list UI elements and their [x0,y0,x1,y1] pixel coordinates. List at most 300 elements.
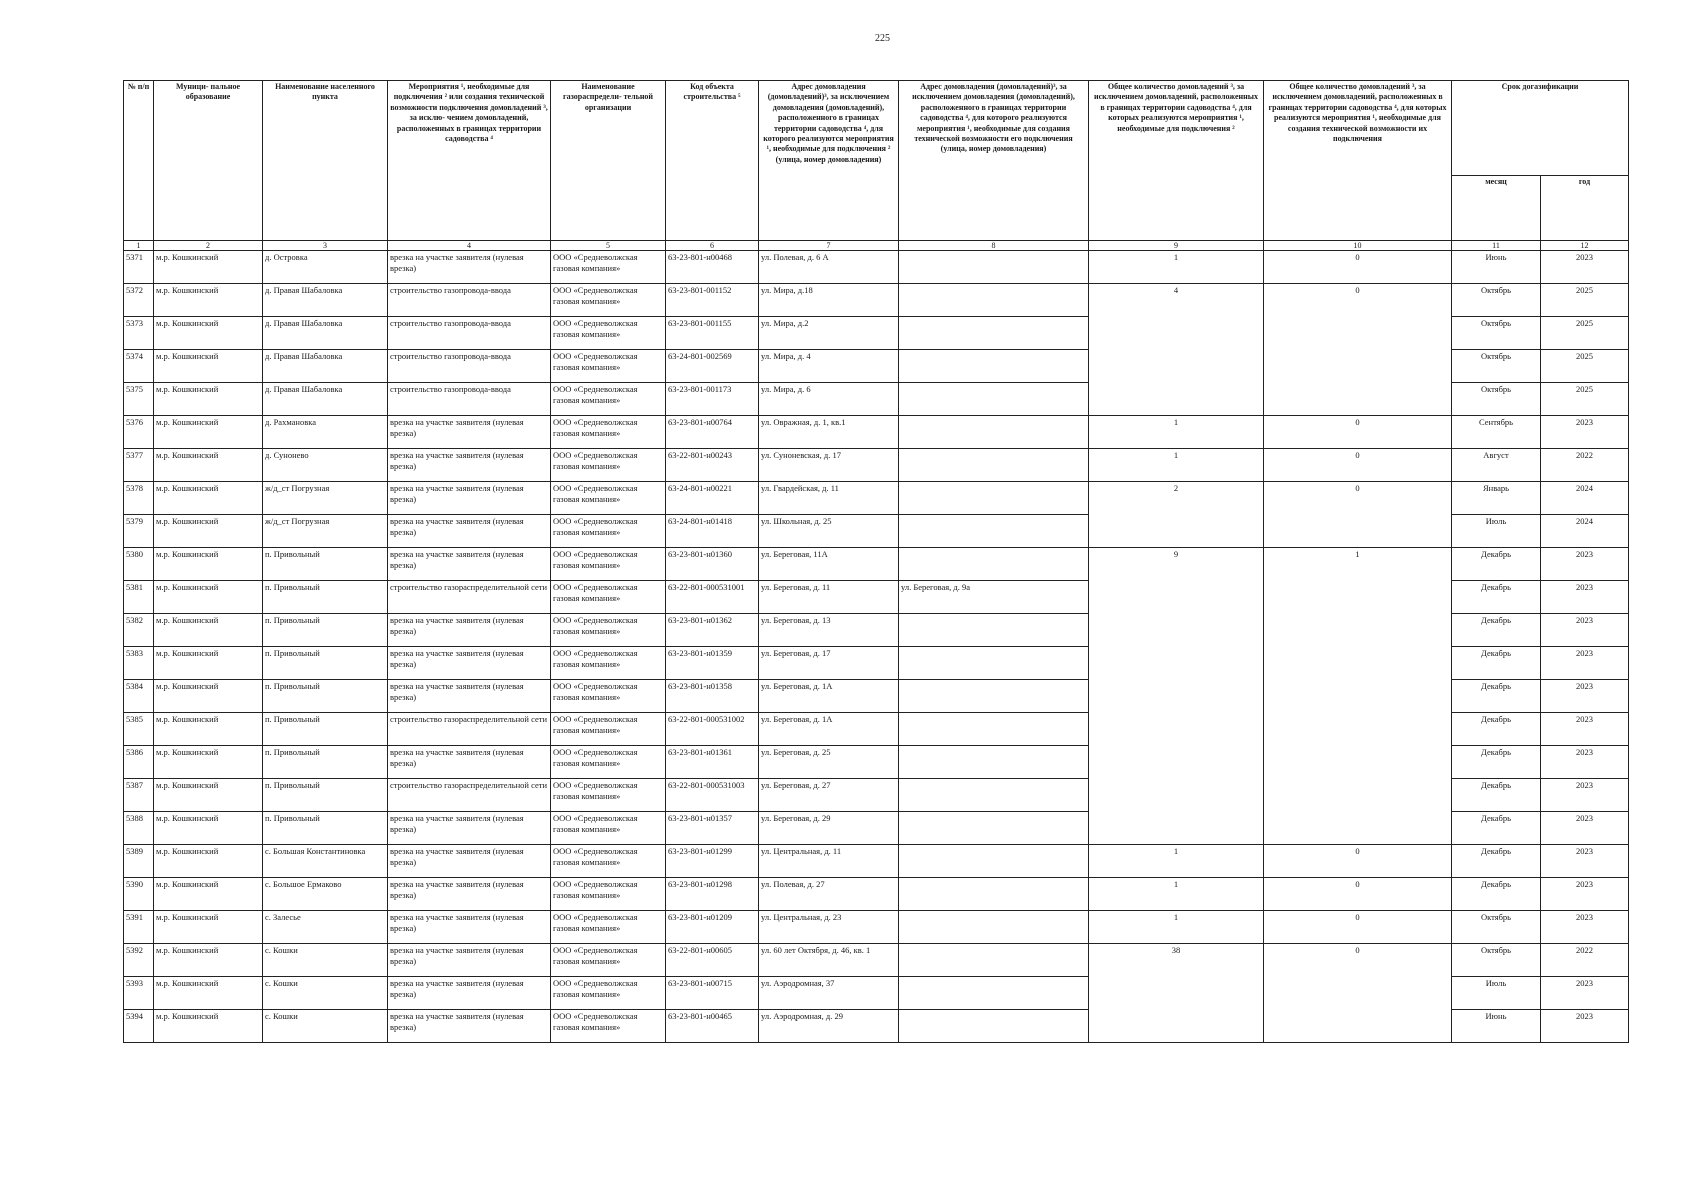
cell-object-code: 63-23-801-н01357 [666,812,759,845]
table-row [124,383,1629,416]
cell-address: ул. 60 лет Октября, д. 46, кв. 1 [759,944,899,977]
cell-measure: врезка на участке заявителя (нулевая врезка) [388,845,551,878]
cell-address-tech [899,482,1089,515]
row-number: 5393 [124,977,154,1010]
cell-count-tech: 0 [1264,911,1452,944]
cell-measure: врезка на участке заявителя (нулевая врезка) [388,812,551,845]
gasification-table [123,80,1629,1043]
cell-count-tech: 0 [1264,416,1452,449]
cell-year: 2023 [1541,911,1629,944]
cell-count-tech [1264,746,1452,779]
cell-count-connect [1089,317,1264,350]
cell-count-connect: 38 [1089,944,1264,977]
cell-year: 2023 [1541,845,1629,878]
cell-year: 2023 [1541,779,1629,812]
cell-address: ул. Центральная, д. 11 [759,845,899,878]
cell-settlement: д. Правая Шабаловка [263,383,388,416]
cell-measure: врезка на участке заявителя (нулевая врезка) [388,482,551,515]
cell-address: ул. Школьная, д. 25 [759,515,899,548]
cell-count-tech [1264,350,1452,383]
cell-gdo: ООО «Средневолжская газовая компания» [551,350,666,383]
cell-municipality: м.р. Кошкинский [154,944,263,977]
cell-month: Декабрь [1452,746,1541,779]
cell-year: 2023 [1541,746,1629,779]
cell-settlement: д. Сунонево [263,449,388,482]
cell-count-tech: 0 [1264,482,1452,515]
table-row [124,416,1629,449]
cell-gdo: ООО «Средневолжская газовая компания» [551,680,666,713]
cell-gdo: ООО «Средневолжская газовая компания» [551,977,666,1010]
cell-measure: врезка на участке заявителя (нулевая врезка) [388,251,551,284]
cell-municipality: м.р. Кошкинский [154,911,263,944]
cell-object-code: 63-22-801-н00243 [666,449,759,482]
column-number: 11 [1452,241,1541,251]
cell-object-code: 63-23-801-001173 [666,383,759,416]
cell-municipality: м.р. Кошкинский [154,482,263,515]
cell-municipality: м.р. Кошкинский [154,614,263,647]
cell-settlement: п. Привольный [263,779,388,812]
row-number: 5389 [124,845,154,878]
cell-address: ул. Береговая, д. 1А [759,713,899,746]
cell-object-code: 63-23-801-001152 [666,284,759,317]
column-number: 12 [1541,241,1629,251]
cell-year: 2022 [1541,449,1629,482]
cell-month: Декабрь [1452,581,1541,614]
cell-measure: строительство газопровода-ввода [388,317,551,350]
cell-count-connect [1089,812,1264,845]
column-number: 8 [899,241,1089,251]
cell-address-tech [899,944,1089,977]
cell-year: 2022 [1541,944,1629,977]
column-number: 4 [388,241,551,251]
cell-gdo: ООО «Средневолжская газовая компания» [551,1010,666,1043]
cell-month: Октябрь [1452,911,1541,944]
cell-count-connect: 2 [1089,482,1264,515]
cell-year: 2023 [1541,878,1629,911]
row-number: 5379 [124,515,154,548]
cell-count-tech [1264,383,1452,416]
cell-address: ул. Аэродромная, д. 29 [759,1010,899,1043]
cell-measure: строительство газораспределительной сети [388,713,551,746]
cell-object-code: 63-23-801-н00764 [666,416,759,449]
cell-municipality: м.р. Кошкинский [154,647,263,680]
cell-municipality: м.р. Кошкинский [154,284,263,317]
cell-address-tech [899,713,1089,746]
row-number: 5386 [124,746,154,779]
cell-object-code: 63-23-801-н01359 [666,647,759,680]
cell-measure: врезка на участке заявителя (нулевая врезка) [388,878,551,911]
cell-year: 2023 [1541,680,1629,713]
row-number: 5394 [124,1010,154,1043]
cell-count-tech [1264,1010,1452,1043]
table-row [124,812,1629,845]
cell-municipality: м.р. Кошкинский [154,812,263,845]
table-row [124,944,1629,977]
cell-month: Декабрь [1452,779,1541,812]
cell-address: ул. Береговая, 11А [759,548,899,581]
cell-measure: врезка на участке заявителя (нулевая врезка) [388,416,551,449]
cell-address: ул. Мира, д. 6 [759,383,899,416]
cell-address-tech [899,911,1089,944]
cell-count-tech: 0 [1264,449,1452,482]
table-row [124,251,1629,284]
cell-count-connect [1089,383,1264,416]
cell-measure: врезка на участке заявителя (нулевая врезка) [388,647,551,680]
cell-address-tech [899,977,1089,1010]
header-object-code: Код объекта строительства ⁵ [666,81,759,241]
cell-municipality: м.р. Кошкинский [154,548,263,581]
table-row [124,614,1629,647]
cell-gdo: ООО «Средневолжская газовая компания» [551,779,666,812]
cell-municipality: м.р. Кошкинский [154,713,263,746]
table-row [124,1010,1629,1043]
cell-count-connect [1089,350,1264,383]
cell-address-tech [899,779,1089,812]
cell-address: ул. Центральная, д. 23 [759,911,899,944]
table-body [124,251,1629,1043]
table-row [124,713,1629,746]
cell-municipality: м.р. Кошкинский [154,680,263,713]
cell-year: 2023 [1541,977,1629,1010]
cell-address: ул. Мира, д.2 [759,317,899,350]
cell-object-code: 63-23-801-н01362 [666,614,759,647]
cell-gdo: ООО «Средневолжская газовая компания» [551,317,666,350]
cell-month: Декабрь [1452,812,1541,845]
cell-measure: врезка на участке заявителя (нулевая врезка) [388,944,551,977]
header-deadline: Срок догазификации [1452,81,1629,176]
header-row [124,81,1629,176]
cell-measure: врезка на участке заявителя (нулевая врезка) [388,977,551,1010]
cell-settlement: п. Привольный [263,812,388,845]
cell-settlement: д. Правая Шабаловка [263,350,388,383]
cell-address-tech [899,284,1089,317]
cell-address: ул. Полевая, д. 27 [759,878,899,911]
cell-address-tech [899,812,1089,845]
cell-object-code: 63-22-801-000531002 [666,713,759,746]
cell-object-code: 63-23-801-н01358 [666,680,759,713]
cell-municipality: м.р. Кошкинский [154,1010,263,1043]
cell-settlement: д. Правая Шабаловка [263,317,388,350]
row-number: 5377 [124,449,154,482]
cell-year: 2024 [1541,515,1629,548]
cell-month: Декабрь [1452,845,1541,878]
cell-address: ул. Суноневская, д. 17 [759,449,899,482]
cell-address: ул. Овражная, д. 1, кв.1 [759,416,899,449]
cell-count-tech: 0 [1264,845,1452,878]
cell-month: Январь [1452,482,1541,515]
cell-address-tech [899,680,1089,713]
cell-address: ул. Мира, д.18 [759,284,899,317]
row-number: 5381 [124,581,154,614]
cell-gdo: ООО «Средневолжская газовая компания» [551,482,666,515]
cell-count-connect: 1 [1089,251,1264,284]
cell-count-tech [1264,515,1452,548]
cell-settlement: с. Кошки [263,977,388,1010]
cell-measure: строительство газораспределительной сети [388,779,551,812]
cell-municipality: м.р. Кошкинский [154,845,263,878]
row-number: 5390 [124,878,154,911]
cell-year: 2025 [1541,383,1629,416]
header-address: Адрес домовладения (домовладений)³, за исключением домовладения (домовладений), расположенного в границах территории садоводства ⁴, для которого реализуются мероприятия ¹, необходимые для подключения ² (улица, номер домовладения) [759,81,899,241]
cell-address-tech: ул. Береговая, д. 9а [899,581,1089,614]
cell-address-tech [899,350,1089,383]
cell-month: Декабрь [1452,878,1541,911]
cell-month: Июнь [1452,251,1541,284]
row-number: 5378 [124,482,154,515]
cell-measure: врезка на участке заявителя (нулевая врезка) [388,746,551,779]
table-row [124,350,1629,383]
cell-object-code: 63-24-801-002569 [666,350,759,383]
cell-address-tech [899,449,1089,482]
cell-measure: строительство газораспределительной сети [388,581,551,614]
cell-count-connect: 1 [1089,911,1264,944]
cell-count-tech: 0 [1264,284,1452,317]
cell-gdo: ООО «Средневолжская газовая компания» [551,284,666,317]
cell-month: Октябрь [1452,383,1541,416]
cell-measure: врезка на участке заявителя (нулевая врезка) [388,449,551,482]
cell-object-code: 63-24-801-н00221 [666,482,759,515]
table-row [124,746,1629,779]
cell-gdo: ООО «Средневолжская газовая компания» [551,812,666,845]
column-number: 2 [154,241,263,251]
cell-address: ул. Береговая, д. 11 [759,581,899,614]
cell-count-connect [1089,581,1264,614]
cell-address-tech [899,614,1089,647]
cell-gdo: ООО «Средневолжская газовая компания» [551,581,666,614]
cell-address-tech [899,251,1089,284]
cell-count-tech [1264,779,1452,812]
cell-month: Июль [1452,977,1541,1010]
row-number: 5372 [124,284,154,317]
cell-gdo: ООО «Средневолжская газовая компания» [551,746,666,779]
row-number: 5385 [124,713,154,746]
cell-address: ул. Береговая, д. 1А [759,680,899,713]
column-number: 1 [124,241,154,251]
header-num: № п/п [124,81,154,241]
cell-count-connect: 9 [1089,548,1264,581]
cell-count-connect [1089,680,1264,713]
cell-month: Декабрь [1452,647,1541,680]
cell-municipality: м.р. Кошкинский [154,449,263,482]
cell-gdo: ООО «Средневолжская газовая компания» [551,713,666,746]
cell-count-tech [1264,680,1452,713]
cell-count-connect: 1 [1089,416,1264,449]
cell-address: ул. Береговая, д. 29 [759,812,899,845]
cell-gdo: ООО «Средневолжская газовая компания» [551,383,666,416]
cell-municipality: м.р. Кошкинский [154,581,263,614]
cell-address-tech [899,515,1089,548]
cell-count-connect [1089,713,1264,746]
cell-gdo: ООО «Средневолжская газовая компания» [551,614,666,647]
cell-month: Октябрь [1452,284,1541,317]
table-row [124,845,1629,878]
cell-count-tech [1264,647,1452,680]
cell-gdo: ООО «Средневолжская газовая компания» [551,416,666,449]
cell-object-code: 63-23-801-н01209 [666,911,759,944]
cell-settlement: с. Большое Ермаково [263,878,388,911]
row-number: 5392 [124,944,154,977]
cell-count-connect [1089,1010,1264,1043]
cell-year: 2025 [1541,317,1629,350]
column-number: 10 [1264,241,1452,251]
cell-address: ул. Аэродромная, 37 [759,977,899,1010]
cell-object-code: 63-23-801-н01360 [666,548,759,581]
cell-address: ул. Мира, д. 4 [759,350,899,383]
cell-count-connect: 4 [1089,284,1264,317]
cell-month: Сентябрь [1452,416,1541,449]
table-row [124,779,1629,812]
cell-count-tech: 1 [1264,548,1452,581]
cell-settlement: с. Большая Константиновка [263,845,388,878]
cell-month: Декабрь [1452,614,1541,647]
cell-address-tech [899,878,1089,911]
table-row [124,515,1629,548]
table-row [124,581,1629,614]
cell-municipality: м.р. Кошкинский [154,251,263,284]
row-number: 5384 [124,680,154,713]
cell-object-code: 63-23-801-н00468 [666,251,759,284]
cell-month: Октябрь [1452,317,1541,350]
cell-count-connect [1089,647,1264,680]
cell-year: 2025 [1541,284,1629,317]
cell-address: ул. Береговая, д. 17 [759,647,899,680]
table-row [124,284,1629,317]
cell-object-code: 63-22-801-000531003 [666,779,759,812]
cell-settlement: п. Привольный [263,647,388,680]
cell-year: 2023 [1541,1010,1629,1043]
row-number: 5391 [124,911,154,944]
cell-year: 2023 [1541,251,1629,284]
cell-count-tech [1264,812,1452,845]
cell-measure: врезка на участке заявителя (нулевая врезка) [388,1010,551,1043]
cell-settlement: ж/д_ст Погрузная [263,515,388,548]
cell-gdo: ООО «Средневолжская газовая компания» [551,944,666,977]
row-number: 5374 [124,350,154,383]
cell-year: 2023 [1541,812,1629,845]
cell-month: Декабрь [1452,680,1541,713]
cell-count-tech [1264,581,1452,614]
cell-settlement: п. Привольный [263,713,388,746]
cell-count-tech [1264,317,1452,350]
cell-object-code: 63-22-801-н00605 [666,944,759,977]
cell-year: 2025 [1541,350,1629,383]
cell-object-code: 63-24-801-н01418 [666,515,759,548]
table-row [124,977,1629,1010]
cell-measure: врезка на участке заявителя (нулевая врезка) [388,680,551,713]
cell-address-tech [899,548,1089,581]
cell-settlement: с. Кошки [263,944,388,977]
cell-settlement: д. Островка [263,251,388,284]
cell-count-tech [1264,977,1452,1010]
cell-year: 2024 [1541,482,1629,515]
cell-measure: врезка на участке заявителя (нулевая врезка) [388,548,551,581]
cell-count-connect [1089,977,1264,1010]
page-number: 225 [875,33,890,44]
cell-gdo: ООО «Средневолжская газовая компания» [551,845,666,878]
cell-municipality: м.р. Кошкинский [154,383,263,416]
cell-year: 2023 [1541,713,1629,746]
cell-year: 2023 [1541,548,1629,581]
cell-address-tech [899,845,1089,878]
header-address-tech: Адрес домовладения (домовладений)³, за исключением домовладения (домовладений), расположенного в границах территории садоводства ⁴, для которого реализуются мероприятия ¹, необходимые для создания технической возможности его подключения (улица, номер домовладения) [899,81,1089,241]
cell-month: Декабрь [1452,548,1541,581]
cell-month: Октябрь [1452,944,1541,977]
cell-count-connect: 1 [1089,449,1264,482]
cell-municipality: м.р. Кошкинский [154,317,263,350]
cell-object-code: 63-23-801-н01299 [666,845,759,878]
cell-municipality: м.р. Кошкинский [154,977,263,1010]
cell-municipality: м.р. Кошкинский [154,878,263,911]
cell-count-connect: 1 [1089,878,1264,911]
table-row [124,680,1629,713]
column-number: 3 [263,241,388,251]
cell-measure: строительство газопровода-ввода [388,383,551,416]
cell-address: ул. Береговая, д. 27 [759,779,899,812]
cell-address-tech [899,416,1089,449]
cell-gdo: ООО «Средневолжская газовая компания» [551,251,666,284]
cell-settlement: д. Рахмановка [263,416,388,449]
row-number: 5380 [124,548,154,581]
cell-gdo: ООО «Средневолжская газовая компания» [551,647,666,680]
table-row [124,647,1629,680]
cell-municipality: м.р. Кошкинский [154,350,263,383]
cell-municipality: м.р. Кошкинский [154,515,263,548]
cell-year: 2023 [1541,416,1629,449]
row-number: 5376 [124,416,154,449]
cell-settlement: с. Кошки [263,1010,388,1043]
cell-gdo: ООО «Средневолжская газовая компания» [551,515,666,548]
cell-object-code: 63-23-801-н01298 [666,878,759,911]
cell-object-code: 63-23-801-н00465 [666,1010,759,1043]
cell-address-tech [899,317,1089,350]
header-month: месяц [1452,176,1541,241]
cell-address: ул. Полевая, д. 6 А [759,251,899,284]
header-municipality: Муници- пальное образование [154,81,263,241]
cell-month: Октябрь [1452,350,1541,383]
table-row [124,548,1629,581]
cell-settlement: ж/д_ст Погрузная [263,482,388,515]
cell-address: ул. Береговая, д. 25 [759,746,899,779]
cell-municipality: м.р. Кошкинский [154,779,263,812]
cell-settlement: п. Привольный [263,581,388,614]
cell-month: Август [1452,449,1541,482]
cell-gdo: ООО «Средневолжская газовая компания» [551,548,666,581]
table-row [124,911,1629,944]
column-number: 6 [666,241,759,251]
cell-settlement: п. Привольный [263,548,388,581]
table-row [124,449,1629,482]
header-measures: Мероприятия ¹, необходимые для подключения ² или создания технической возможности подключения домовладений ³, за исклю- чением домовладений, расположенных в границах территории садоводства ⁴ [388,81,551,241]
cell-gdo: ООО «Средневолжская газовая компания» [551,911,666,944]
row-number: 5388 [124,812,154,845]
column-number: 9 [1089,241,1264,251]
cell-measure: строительство газопровода-ввода [388,284,551,317]
cell-gdo: ООО «Средневолжская газовая компания» [551,449,666,482]
row-number: 5373 [124,317,154,350]
cell-settlement: п. Привольный [263,614,388,647]
cell-object-code: 63-23-801-н01361 [666,746,759,779]
header-settlement: Наименование населенного пункта [263,81,388,241]
cell-gdo: ООО «Средневолжская газовая компания» [551,878,666,911]
cell-object-code: 63-23-801-001155 [666,317,759,350]
row-number: 5383 [124,647,154,680]
header-gdo: Наименование газораспредели- тельной организации [551,81,666,241]
cell-year: 2023 [1541,614,1629,647]
header-year: год [1541,176,1629,241]
cell-month: Декабрь [1452,713,1541,746]
header-total-tech: Общее количество домовладений ³, за исключением домовладений, расположенных в границах территории садоводства ⁴, для которых реализуются мероприятия ¹, необходимые для создания технической возможности их подключения [1264,81,1452,241]
cell-count-connect [1089,515,1264,548]
